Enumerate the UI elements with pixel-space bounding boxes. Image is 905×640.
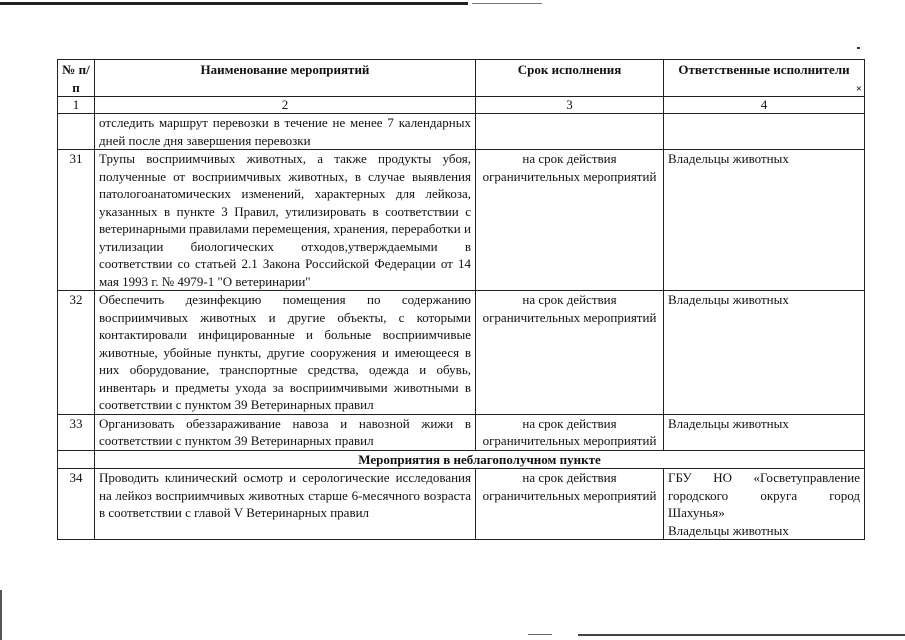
row-responsible: Владельцы животных (664, 150, 865, 291)
row-responsible (664, 114, 865, 150)
section-row (58, 450, 865, 469)
table-row (58, 414, 865, 450)
row-responsible: Владельцы животных (664, 291, 865, 415)
row-name: Проводить клинический осмотр и серологические исследования на лейкоз восприимчивых животных старше 6-месячного возраста в соответствии с главой V Ветеринарных правил (95, 469, 476, 540)
scan-border-top (0, 2, 468, 5)
header-name: Наименование мероприятий (95, 60, 476, 97)
scan-border-bottom-fragment (528, 634, 552, 635)
row-responsible (664, 469, 865, 540)
row-term: на срок действия ограничительных мероприятий (476, 469, 664, 540)
column-number: 3 (476, 97, 664, 114)
column-number: 1 (58, 97, 95, 114)
scan-border-left (0, 590, 2, 640)
section-title: Мероприятия в неблагополучном пункте (95, 450, 865, 469)
row-name: Трупы восприимчивых животных, а также продукты убоя, полученные от восприимчивых животных, в случае выявления патологоанатомических изменений, характерных для лейкоза, указанных в пункте 3 Правил, утилизировать в соответствии с ветеринарными правилами перемещения, хранения, переработки и утилизации биологических отходов,утверждаемыми в соответствии со статьей 2.1 Закона Российской Федерации от 14 мая 1993 г. № 4979-1 "О ветеринарии" (95, 150, 476, 291)
row-num: 31 (58, 150, 95, 291)
header-responsible (664, 60, 865, 97)
row-name: Обеспечить дезинфекцию помещения по содержанию восприимчивых животных и другие объекты, с которыми контактировали инфицированные и больные восприимчивые животные, убойные пункты, другие сооружения и имеющееся в них оборудование, транспортные средства, одежда и обувь, инвентарь и предметы ухода за восприимчивыми животными в соответствии с пунктом 39 Ветеринарных правил (95, 291, 476, 415)
header-num: № п/п (58, 60, 95, 97)
header-responsible-text: Ответственные исполнители (678, 62, 850, 77)
row-term: на срок действия ограничительных мероприятий (476, 150, 664, 291)
responsible-owners: Владельцы животных (668, 522, 789, 538)
table-row (58, 291, 865, 415)
table-header-row (58, 60, 865, 97)
table-row (58, 114, 865, 150)
column-numbers-row (58, 97, 865, 114)
scan-border-top-fragment (472, 3, 542, 4)
column-number: 2 (95, 97, 476, 114)
table-row (58, 150, 865, 291)
scan-border-bottom (578, 634, 905, 636)
section-num-cell (58, 450, 95, 469)
row-num: 32 (58, 291, 95, 415)
measures-table (57, 59, 865, 540)
column-number: 4 (664, 97, 865, 114)
table-row (58, 469, 865, 540)
header-term: Срок исполнения (476, 60, 664, 97)
row-responsible: Владельцы животных (664, 414, 865, 450)
row-name: отследить маршрут перевозки в течение не менее 7 календарных дней после дня завершения перевозки (95, 114, 476, 150)
responsible-organization: ГБУ НО «Госветуправление городского округа город Шахунья» (668, 470, 860, 520)
cross-mark-icon: × (855, 83, 862, 95)
row-term (476, 114, 664, 150)
row-term: на срок действия ограничительных мероприятий (476, 291, 664, 415)
scan-speck (857, 47, 860, 49)
row-num (58, 114, 95, 150)
row-num: 33 (58, 414, 95, 450)
row-term: на срок действия ограничительных мероприятий (476, 414, 664, 450)
row-name: Организовать обеззараживание навоза и навозной жижи в соответствии с пунктом 39 Ветеринарных правил (95, 414, 476, 450)
row-num: 34 (58, 469, 95, 540)
